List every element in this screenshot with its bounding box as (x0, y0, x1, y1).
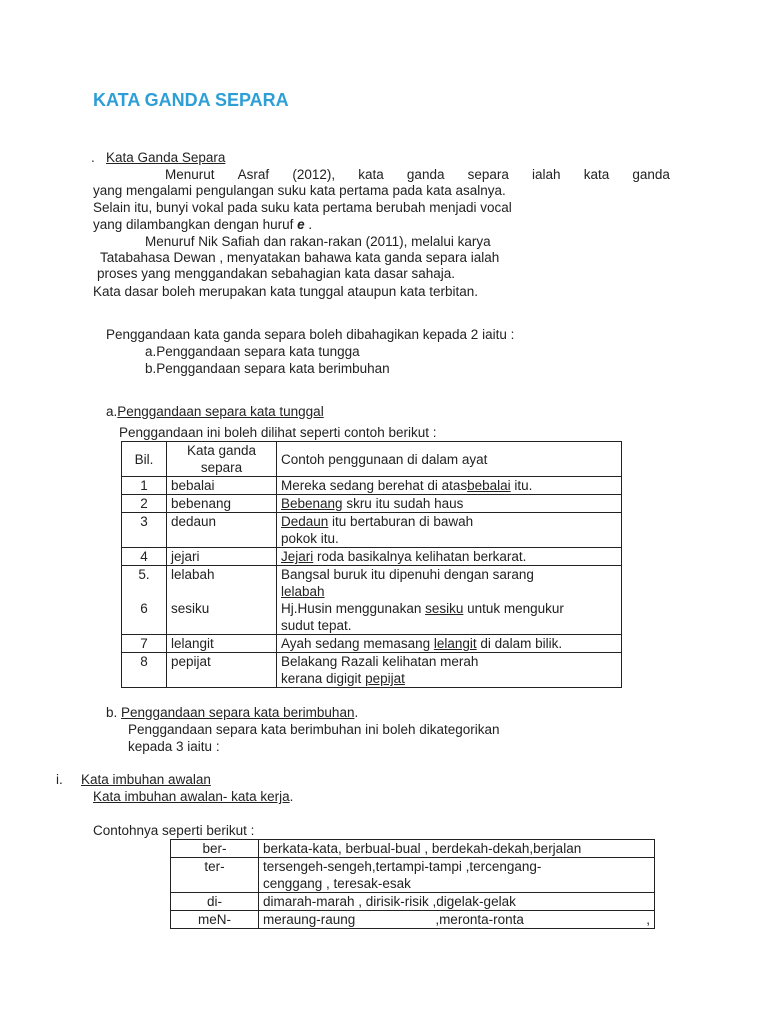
row-bil: 3 (122, 513, 167, 548)
row-word: jejari (167, 548, 277, 566)
row-prefix: ber- (171, 840, 259, 858)
header-word-line: separa (200, 460, 243, 475)
section-i-title: Kata imbuhan awalan (81, 772, 211, 787)
example-word: bebalai (467, 478, 511, 493)
table-row (122, 653, 622, 688)
row-example: dimarah-marah , dirisik-risik ,digelak-gelak (259, 893, 655, 911)
intro-heading-text: Kata Ganda Separa (106, 150, 226, 165)
table-row (171, 893, 655, 911)
intro-word: separa (467, 167, 509, 182)
table-row (171, 911, 655, 929)
example-text: pokok itu. (281, 531, 339, 546)
example-text: Mereka sedang berehat di atas (281, 478, 468, 493)
header-bil: Bil. (122, 442, 167, 477)
intro-word: ialah (532, 167, 561, 182)
page-title: KATA GANDA SEPARA (93, 90, 289, 110)
example-word: lelabah (281, 584, 325, 599)
example-text: Belakang Razali kelihatan merah (281, 654, 479, 669)
row-example (259, 858, 655, 893)
row-bil: 4 (122, 548, 167, 566)
intro-line-4-text: yang dilambangkan dengan huruf (93, 217, 298, 232)
row-bil: 1 (122, 477, 167, 495)
row-example (277, 566, 622, 635)
example-text: untuk mengukur (463, 601, 564, 616)
example-text: di dalam bilik. (476, 636, 563, 651)
header-word (167, 442, 277, 477)
section-a-title: Penggandaan separa kata tunggal (117, 404, 324, 419)
example-text: meraung-raung (263, 912, 356, 927)
example-word: lelangit (433, 636, 477, 651)
intro-word: ganda (632, 167, 670, 182)
example-word: sesiku (425, 601, 464, 616)
row-word: pepijat (167, 653, 277, 688)
row-example (277, 653, 622, 688)
row-example (277, 548, 622, 566)
row-example (277, 513, 622, 548)
table-row (122, 513, 622, 548)
header-word-line: Kata ganda (186, 443, 257, 458)
section-i-sub-text: Kata imbuhan awalan- kata kerja (93, 789, 290, 804)
example-text: sudut tepat. (281, 618, 352, 633)
section-b-prefix: b. (106, 705, 118, 720)
example-text: skru itu sudah haus (342, 496, 464, 511)
example-word: Bebenang (281, 496, 343, 511)
row-word-value: sesiku (171, 601, 210, 616)
example-text: Ayah sedang memasang (281, 636, 434, 651)
example-text: tersengeh-sengeh,tertampi-tampi ,tercengang- (263, 859, 542, 874)
row-word: lelangit (167, 635, 277, 653)
example-text: Bangsal buruk itu dipenuhi dengan sarang (281, 567, 534, 582)
intro-word: ganda (406, 167, 445, 182)
table-header-row (122, 442, 622, 477)
row-word: bebalai (167, 477, 277, 495)
table-row (122, 477, 622, 495)
intro-word: Asraf (237, 167, 270, 182)
example-text: cenggang , teresak-esak (263, 876, 411, 891)
section-b-line-2: kepada 3 iaitu : (128, 739, 220, 754)
section-i-sub-suffix: . (289, 789, 294, 804)
table-row (122, 635, 622, 653)
row-word: dedaun (167, 513, 277, 548)
intro-word: (2012), (292, 167, 336, 182)
example-text: , (646, 912, 650, 927)
example-text: ,meronta-ronta (435, 912, 524, 927)
intro-line-1 (165, 166, 670, 183)
row-bil: 8 (122, 653, 167, 688)
intro-word: Menurut (165, 167, 215, 182)
section-b-heading (106, 704, 358, 721)
row-word-value: lelabah (171, 567, 215, 582)
row-bil (122, 566, 167, 635)
row-bil: 2 (122, 495, 167, 513)
row-prefix: ter- (171, 858, 259, 893)
section-b-line-1: Penggandaan separa kata berimbuhan ini boleh dikategorikan (128, 722, 500, 737)
row-example (277, 495, 622, 513)
section-i-heading (56, 771, 63, 788)
table-row (171, 840, 655, 858)
intro-line-7: proses yang menggandakan sebahagian kata dasar sahaja. (97, 266, 456, 281)
row-bil: 7 (122, 635, 167, 653)
division-a: a.Penggandaan separa kata tungga (145, 344, 360, 359)
row-word (167, 566, 277, 635)
example-text: itu. (510, 478, 533, 493)
example-text: itu bertaburan di bawah (328, 514, 474, 529)
row-example (259, 911, 655, 929)
intro-heading (91, 149, 225, 166)
section-a-lead: Penggandaan ini boleh dilihat seperti contoh berikut : (119, 425, 437, 440)
row-example (277, 477, 622, 495)
section-b-suffix: . (354, 705, 359, 720)
intro-line-4-end: . (304, 217, 313, 232)
row-example: berkata-kata, berbual-bual , berdekah-dekah,berjalan (259, 840, 655, 858)
awalan-table (170, 839, 655, 929)
intro-line-4 (93, 216, 312, 233)
section-a-prefix: a. (106, 404, 118, 419)
division-b: b.Penggandaan separa kata berimbuhan (145, 361, 390, 376)
row-word: bebenang (167, 495, 277, 513)
section-a-heading (106, 403, 324, 420)
example-text: roda basikalnya kelihatan berkarat. (313, 549, 527, 564)
intro-word: kata (358, 167, 384, 182)
intro-word: kata (583, 167, 610, 182)
table-row (122, 548, 622, 566)
row-bil-value: 6 (140, 601, 148, 616)
table-row (122, 566, 622, 635)
intro-line-6: Tatabahasa Dewan , menyatakan bahawa kata ganda separa ialah (100, 250, 500, 265)
intro-line-5: Menuruf Nik Safiah dan rakan-rakan (2011), melalui karya (145, 234, 491, 249)
intro-line-3: Selain itu, bunyi vokal pada suku kata pertama berubah menjadi vocal (93, 200, 512, 215)
section-i-lead: Contohnya seperti berikut : (93, 823, 255, 838)
section-i-number: i. (56, 772, 63, 787)
intro-line-2: yang mengalami pengulangan suku kata pertama pada kata asalnya. (93, 183, 506, 198)
division-intro: Penggandaan kata ganda separa boleh dibahagikan kepada 2 iaitu : (106, 327, 515, 342)
header-example: Contoh penggunaan di dalam ayat (277, 442, 622, 477)
example-text: kerana digigit (281, 671, 366, 686)
row-prefix: meN- (171, 911, 259, 929)
intro-line-8: Kata dasar boleh merupakan kata tunggal ataupun kata terbitan. (93, 284, 479, 299)
tunggal-table (121, 441, 622, 688)
example-word: Dedaun (281, 514, 329, 529)
section-i-sub (93, 788, 293, 805)
vowel-e: e (297, 217, 305, 232)
example-word: Jejari (281, 549, 314, 564)
table-row (171, 858, 655, 893)
table-row (122, 495, 622, 513)
row-bil-value: 5. (138, 567, 150, 582)
section-b-title: Penggandaan separa kata berimbuhan (121, 705, 355, 720)
row-prefix: di- (171, 893, 259, 911)
example-word: pepijat (365, 671, 405, 686)
row-example (277, 635, 622, 653)
intro-heading-prefix: . (91, 150, 95, 165)
example-text: Hj.Husin menggunakan (281, 601, 426, 616)
